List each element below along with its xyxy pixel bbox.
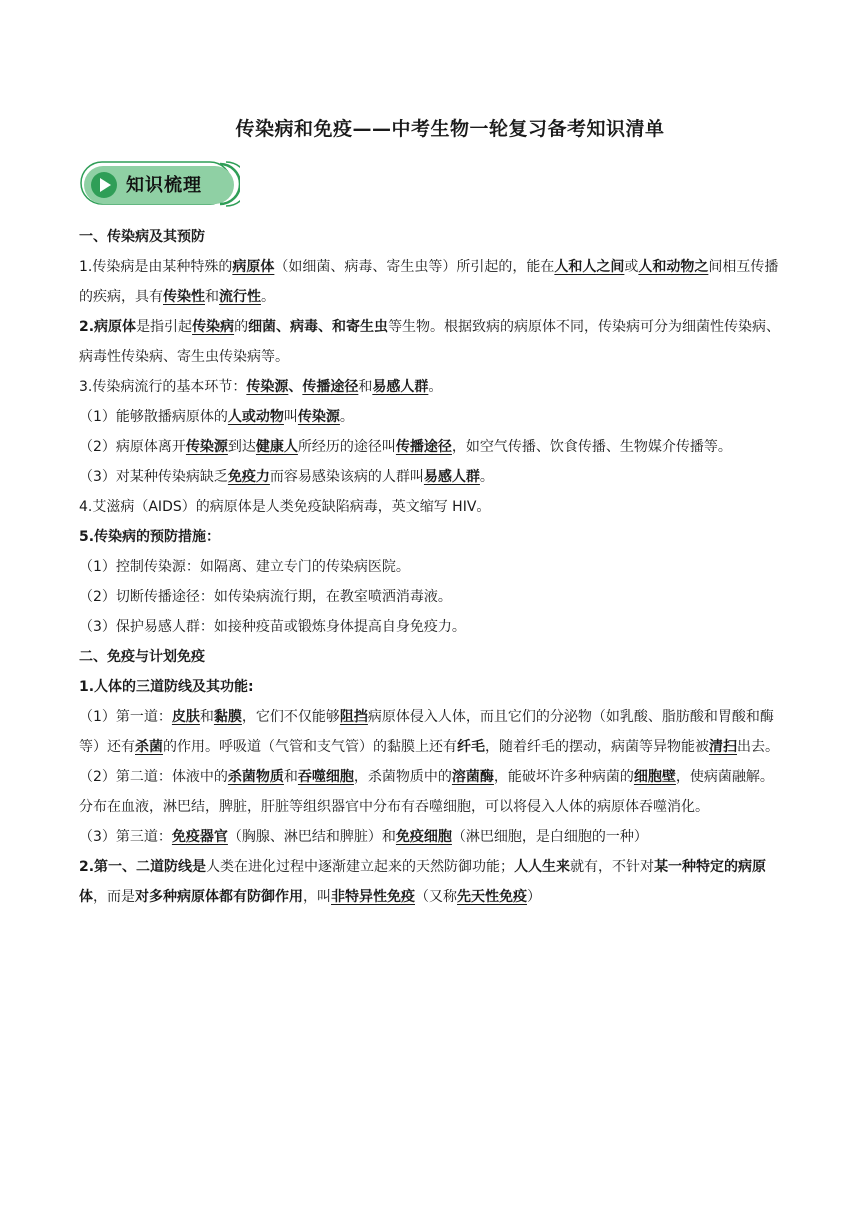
document-body [79, 222, 785, 912]
section-heading-1: 一、传染病及其预防 [79, 229, 205, 245]
paragraph-1-2: 2.病原体是指引起传染病的细菌、病毒、和寄生虫等生物。根据致病的病原体不同，传染病可分为细菌性传染病、病毒性传染病、寄生虫传染病等。 [79, 319, 781, 365]
paragraph-2-2: （1）第一道：皮肤和黏膜，它们不仅能够阻挡病原体侵入人体，而且它们的分泌物（如乳酸、脂肪酸和胃酸和酶等）还有杀菌的作用。呼吸道（气管和支气管）的黏膜上还有纤毛，随着纤毛的摆动，病菌等异物能被清扫出去。 [79, 709, 779, 755]
paragraph-1-4: （1）能够散播病原体的人或动物叫传染源。 [79, 409, 354, 425]
page-title: 传染病和免疫——中考生物一轮复习备考知识清单 [235, 118, 665, 140]
paragraph-2-5: 2.第一、二道防线是人类在进化过程中逐渐建立起来的天然防御功能；人人生来就有，不针对某一种特定的病原体，而是对多种病原体都有防御作用，叫非特异性免疫（又称先天性免疫） [79, 859, 767, 905]
paragraph-1-9: （1）控制传染源：如隔离、建立专门的传染病医院。 [79, 559, 410, 575]
paragraph-2-1: 1.人体的三道防线及其功能: [79, 679, 254, 695]
paragraph-2-4: （3）第三道：免疫器官（胸腺、淋巴结和脾脏）和免疫细胞（淋巴细胞，是白细胞的一种） [79, 829, 648, 845]
banner-label: 知识梳理 [126, 175, 202, 196]
paragraph-1-5: （2）病原体离开传染源到达健康人所经历的途径叫传播途径，如空气传播、饮食传播、生物媒介传播等。 [79, 439, 732, 455]
paragraph-1-3: 3.传染病流行的基本环节：传染源、传播途径和易感人群。 [79, 379, 443, 395]
section-banner [80, 160, 238, 206]
paragraph-1-6: （3）对某种传染病缺乏免疫力而容易感染该病的人群叫易感人群。 [79, 469, 494, 485]
paragraph-2-3: （2）第二道：体液中的杀菌物质和吞噬细胞，杀菌物质中的溶菌酶，能破坏许多种病菌的细胞壁，使病菌融解。分布在血液，淋巴结，脾脏，肝脏等组织器官中分布有吞噬细胞，可以将侵入人体的病原体吞噬消化。 [79, 769, 774, 815]
paragraph-1-7: 4.艾滋病（AIDS）的病原体是人类免疫缺陷病毒，英文缩写 HIV。 [79, 499, 491, 515]
section-heading-2: 二、免疫与计划免疫 [79, 649, 205, 665]
paragraph-1-1: 1.传染病是由某种特殊的病原体（如细菌、病毒、寄生虫等）所引起的，能在人和人之间或人和动物之间相互传播的疾病，具有传染性和流行性。 [79, 259, 779, 305]
paragraph-1-10: （2）切断传播途径：如传染病流行期，在教室喷洒消毒液。 [79, 589, 452, 605]
paragraph-1-8: 5.传染病的预防措施： [79, 529, 221, 545]
paragraph-1-11: （3）保护易感人群：如接种疫苗或锻炼身体提高自身免疫力。 [79, 619, 466, 635]
